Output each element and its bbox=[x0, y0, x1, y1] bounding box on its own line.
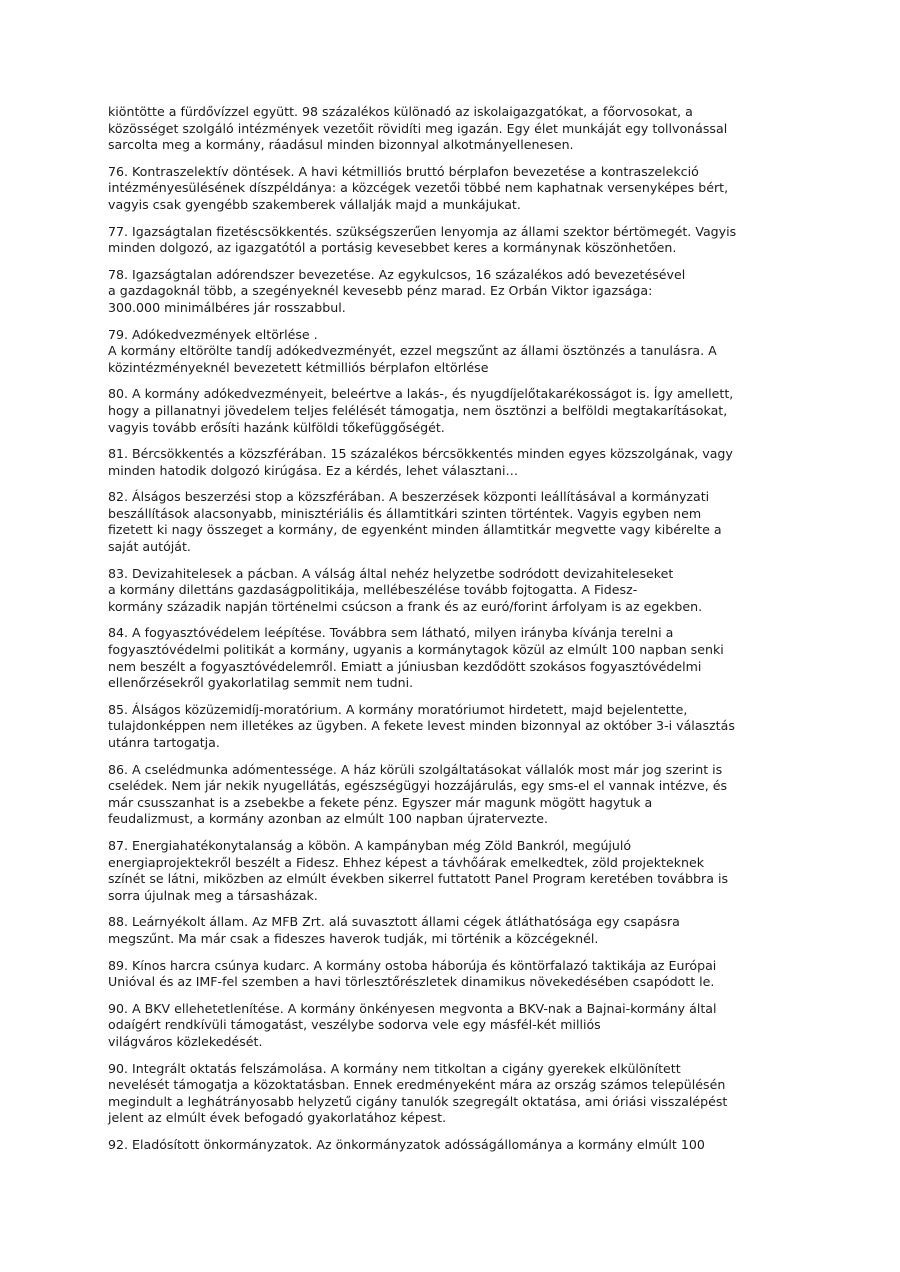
paragraph bbox=[108, 958, 798, 991]
paragraph bbox=[108, 489, 798, 555]
text-line: odaígért rendkívüli támogatást, veszélybe sodorva vele egy másfél-két milliós bbox=[108, 1017, 601, 1033]
text-line: 84. A fogyasztóvédelem leépítése. Továbbra sem látható, milyen irányba kívánja terelni a bbox=[108, 625, 674, 641]
text-line: hogy a pillanatnyi jövedelem teljes felélését támogatja, nem ösztönzi a belföldi megtakarításokat, bbox=[108, 402, 728, 418]
paragraph bbox=[108, 164, 798, 214]
document-page bbox=[108, 104, 798, 1163]
text-line: 76. Kontraszelektív döntések. A havi kétmilliós bruttó bérplafon bevezetése a kontraszelekció bbox=[108, 163, 699, 179]
text-line: 77. Igazságtalan fizetéscsökkentés. szükségszerűen lenyomja az állami szektor bértömegét. Vagyis bbox=[108, 223, 737, 239]
paragraph bbox=[108, 762, 798, 828]
paragraph bbox=[108, 224, 798, 257]
text-line: 86. A cselédmunka adómentessége. A ház körüli szolgáltatásokat vállalók most már jog szerint is bbox=[108, 761, 723, 777]
paragraph bbox=[108, 327, 798, 377]
text-line: a gazdagoknál több, a szegényeknél kevesebb pénz marad. Ez Orbán Viktor igazsága: bbox=[108, 283, 653, 299]
text-line: 87. Energiahatékonytalanság a köbön. A kampányban még Zöld Bankról, megújuló bbox=[108, 837, 632, 853]
text-line: 78. Igazságtalan adórendszer bevezetése. Az egykulcsos, 16 százalékos adó bevezetésével bbox=[108, 266, 686, 282]
text-line: a kormány dilettáns gazdaságpolitikája, mellébeszélése tovább fojtogatta. A Fidesz- bbox=[108, 582, 638, 598]
text-line: már csusszanhat is a zsebekbe a fekete pénz. Egyszer már magunk mögött hagytuk a bbox=[108, 794, 653, 810]
text-line: 300.000 minimálbéres jár rosszabbul. bbox=[108, 299, 346, 315]
paragraph bbox=[108, 566, 798, 616]
paragraph bbox=[108, 625, 798, 691]
text-line: közintézményeknél bevezetett kétmilliós bérplafon eltörlése bbox=[108, 359, 489, 375]
text-line: kormány századik napján történelmi csúcson a frank és az euró/forint árfolyam is az egekben. bbox=[108, 598, 703, 614]
text-line: közösséget szolgáló intézmények vezetőit rövidíti meg igazán. Egy élet munkáját egy tollvonással bbox=[108, 120, 728, 136]
text-line: minden hatodik dolgozó kirúgása. Ez a kérdés, lehet választani… bbox=[108, 462, 519, 478]
text-line: 83. Devizahitelesek a pácban. A válság által nehéz helyzetbe sodródott devizahiteleseket bbox=[108, 565, 674, 581]
paragraph bbox=[108, 702, 798, 752]
paragraph bbox=[108, 104, 798, 154]
text-line: cselédek. Nem jár nekik nyugellátás, egészségügyi hozzájárulás, egy sms-el el vannak intézve, és bbox=[108, 778, 728, 794]
text-line: nem beszélt a fogyasztóvédelemről. Emiatt a júniusban kezdődött szokásos fogyasztóvédelmi bbox=[108, 658, 702, 674]
text-line: 85. Álságos közüzemidíj-moratórium. A kormány moratóriumot hirdetett, majd bejelentette, bbox=[108, 701, 688, 717]
text-line: fogyasztóvédelmi politikát a kormány, ugyanis a kormánytagok közül az elmúlt 100 napban senki bbox=[108, 642, 724, 658]
text-line: vagyis csak gyengébb szakemberek vállalják majd a munkájukat. bbox=[108, 196, 521, 212]
paragraph bbox=[108, 267, 798, 317]
text-line: minden dolgozó, az igazgatótól a portásig kevesebbet keres a kormánynak köszönhetően. bbox=[108, 240, 677, 256]
text-line: sarcolta meg a kormány, ráadásul minden bizonnyal alkotmányellenesen. bbox=[108, 137, 574, 153]
text-line: beszállítások alacsonyabb, minisztériális és államtitkári szinten történtek. Vagyis egyben nem bbox=[108, 505, 702, 521]
text-line: megindult a leghátrányosabb helyzetű cigány tanulók szegregált oktatása, ami óriási visszalépést bbox=[108, 1093, 728, 1109]
text-line: 81. Bércsökkentés a közszférában. 15 százalékos bércsökkentés minden egyes közszolgának, vagy bbox=[108, 446, 733, 462]
text-line: feudalizmust, a kormány azonban az elmúlt 100 napban újratervezte. bbox=[108, 811, 549, 827]
text-line: utánra tartogatja. bbox=[108, 735, 220, 750]
paragraph bbox=[108, 1001, 798, 1051]
text-line: 92. Eladósított önkormányzatok. Az önkormányzatok adósságállománya a kormány elmúlt 100 bbox=[108, 1136, 705, 1152]
text-line: 80. A kormány adókedvezményeit, beleértve a lakás-, és nyugdíjelőtakarékosságot is. Így amellett, bbox=[108, 386, 734, 402]
text-line: nevelését támogatja a közoktatásban. Ennek eredményeként mára az ország számos településén bbox=[108, 1077, 726, 1093]
text-line: energiaprojektekről beszélt a Fidesz. Ehhez képest a távhőárak emelkedtek, zöld projekteknek bbox=[108, 854, 705, 870]
text-line: kiöntötte a fürdővízzel együtt. 98 százalékos különadó az iskolaigazgatókat, a főorvosokat, a bbox=[108, 104, 693, 119]
text-line: jelent az elmúlt évek befogadó gyakorlatához képest. bbox=[108, 1110, 447, 1126]
text-line: 90. A BKV ellehetetlenítése. A kormány önkényesen megvonta a BKV-nak a Bajnai-kormány által bbox=[108, 1000, 717, 1016]
text-line: tulajdonképpen nem illetékes az ügyben. A fekete levest minden bizonnyal az október 3-i választás bbox=[108, 718, 735, 734]
paragraph bbox=[108, 838, 798, 904]
text-line: vagyis tovább erősíti hazánk külföldi tőkefüggőségét. bbox=[108, 419, 445, 435]
text-line: 89. Kínos harcra csúnya kudarc. A kormány ostoba háborúja és köntörfalazó taktikája az Európai bbox=[108, 957, 717, 973]
paragraph bbox=[108, 914, 798, 947]
paragraph bbox=[108, 386, 798, 436]
text-line: sorra újulnak meg a társasházak. bbox=[108, 887, 318, 903]
paragraph bbox=[108, 1061, 798, 1127]
text-line: 79. Adókedvezmények eltörlése . bbox=[108, 326, 318, 342]
text-line: színét se látni, miközben az elmúlt években sikerrel futtatott Panel Program keretében továbbra is bbox=[108, 871, 729, 887]
text-line: 90. Integrált oktatás felszámolása. A kormány nem titkoltan a cigány gyerekek elkülönített bbox=[108, 1060, 681, 1076]
text-line: fizetett ki nagy összeget a kormány, de egyenként minden államtitkár megvette vagy kibérelte a bbox=[108, 522, 722, 538]
text-line: megszűnt. Ma már csak a fideszes haverok tudják, mi történik a közcégeknél. bbox=[108, 930, 599, 946]
text-line: Unióval és az IMF-fel szemben a havi törlesztőrészletek dinamikus növekedésében csapódott le. bbox=[108, 974, 715, 990]
text-line: A kormány eltörölte tandíj adókedvezményét, ezzel megszűnt az állami ösztönzés a tanulásra. A bbox=[108, 343, 717, 359]
text-line: intézményesülésének díszpéldánya: a közcégek vezetői többé nem kaphatnak versenyképes bért, bbox=[108, 180, 729, 196]
text-line: 82. Álságos beszerzési stop a közszférában. A beszerzések központi leállításával a kormányzati bbox=[108, 489, 710, 505]
text-line: világváros közlekedését. bbox=[108, 1033, 263, 1049]
text-line: saját autóját. bbox=[108, 539, 191, 555]
paragraph bbox=[108, 446, 798, 479]
text-line: 88. Leárnyékolt állam. Az MFB Zrt. alá suvasztott állami cégek átláthatósága egy csapásra bbox=[108, 914, 680, 930]
paragraph bbox=[108, 1137, 798, 1154]
text-line: ellenőrzésekről gyakorlatilag semmit nem tudni. bbox=[108, 675, 414, 691]
